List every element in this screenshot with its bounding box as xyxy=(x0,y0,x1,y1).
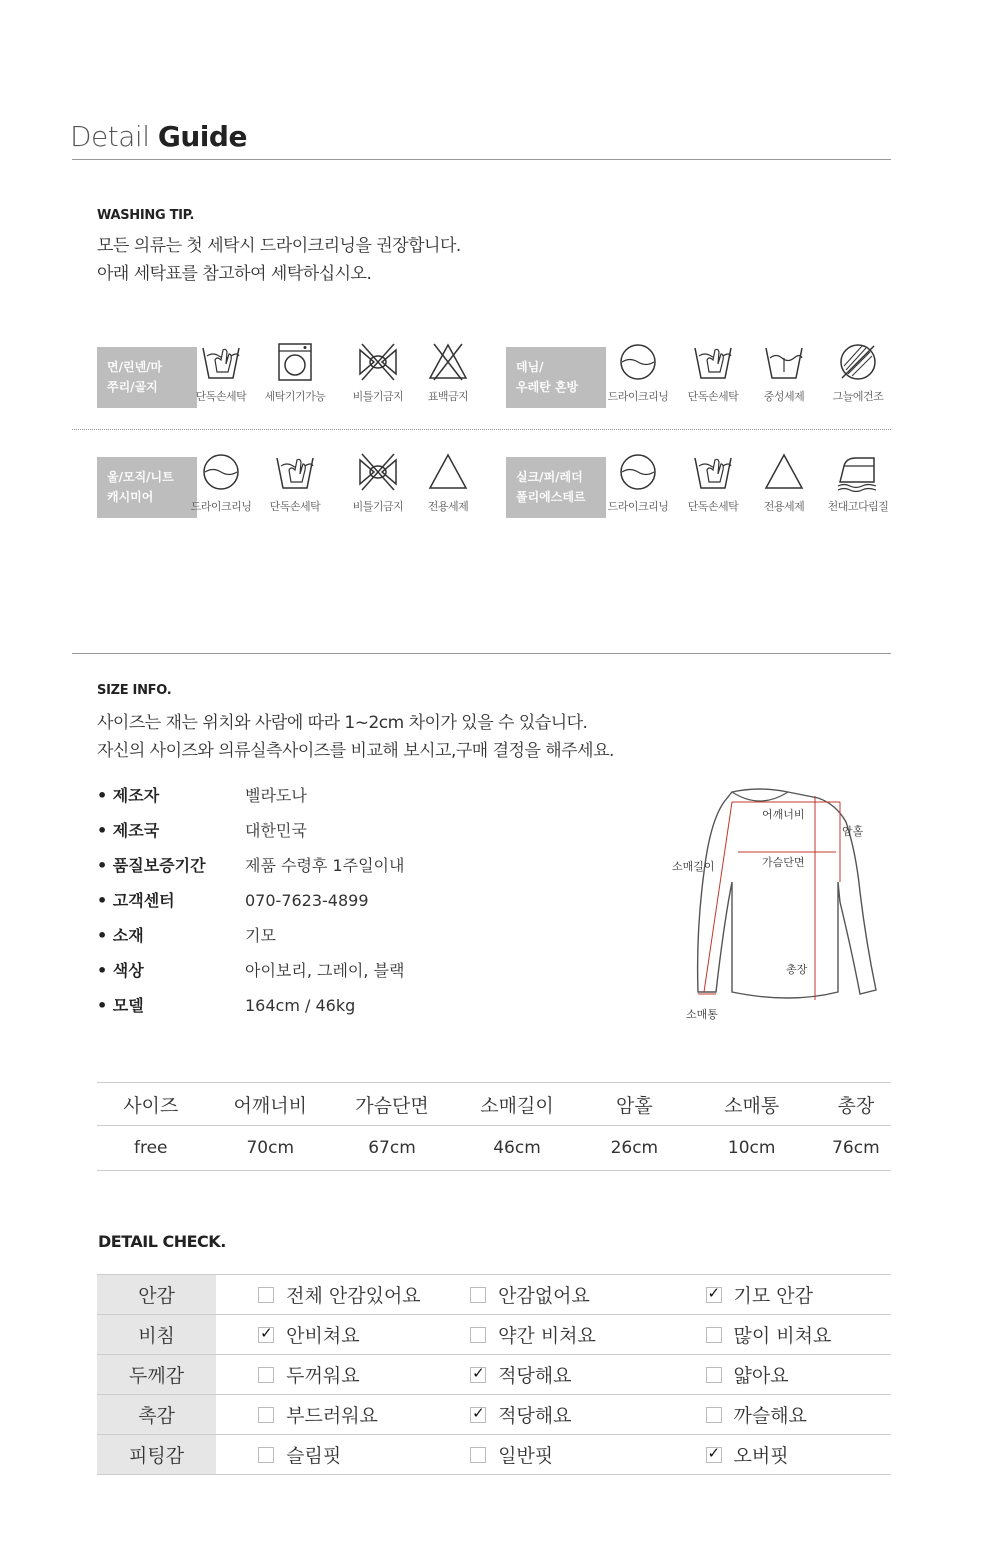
check-option[interactable] xyxy=(258,1441,341,1468)
fabric-line: 쭈리/골지 xyxy=(107,380,158,394)
checkbox[interactable] xyxy=(258,1287,274,1303)
size-table xyxy=(97,1082,891,1171)
check-option[interactable] xyxy=(706,1401,807,1428)
checkbox[interactable] xyxy=(258,1367,274,1383)
diagram-label-shoulder: 어깨너비 xyxy=(762,808,805,821)
check-row-transparency xyxy=(97,1315,891,1355)
size-header-cell: 소매통 xyxy=(683,1083,821,1126)
icon-caption: 단독손세탁 xyxy=(687,500,739,513)
size-header-cell: 암홀 xyxy=(586,1083,683,1126)
check-option[interactable] xyxy=(706,1361,789,1388)
icon-caption: 전용세제 xyxy=(427,500,469,513)
spec-key: • 품질보증기간 xyxy=(97,856,206,875)
hand-wash-icon xyxy=(673,452,753,514)
title-light: Detail xyxy=(70,120,150,153)
fabric-label-denim xyxy=(506,347,606,408)
hand-wash-icon xyxy=(255,452,335,514)
check-category: 촉감 xyxy=(97,1395,216,1435)
check-option[interactable] xyxy=(258,1361,359,1388)
option-label: 까슬해요 xyxy=(733,1405,807,1427)
icon-caption: 단독손세탁 xyxy=(269,500,321,513)
size-cell: 26cm xyxy=(586,1126,683,1171)
spec-value: 제품 수령후 1주일이내 xyxy=(245,856,405,875)
checkbox[interactable] xyxy=(470,1367,486,1383)
triangle-detergent-icon xyxy=(744,452,824,514)
option-label: 기모 안감 xyxy=(733,1285,813,1307)
hand-wash-icon xyxy=(181,342,261,404)
title-divider xyxy=(72,159,891,160)
option-label: 두꺼워요 xyxy=(286,1365,360,1387)
check-category: 피팅감 xyxy=(97,1435,216,1475)
icon-caption: 천대고다림질 xyxy=(827,500,889,513)
fabric-line: 데님/ xyxy=(516,360,544,374)
option-label: 안비쳐요 xyxy=(286,1325,360,1347)
size-cell: 46cm xyxy=(448,1126,586,1171)
washing-line-1: 모든 의류는 첫 세탁시 드라이크리닝을 권장합니다. xyxy=(97,236,461,256)
option-label: 부드러워요 xyxy=(286,1405,378,1427)
checkbox[interactable] xyxy=(706,1407,722,1423)
size-divider xyxy=(72,653,891,654)
dry-clean-icon xyxy=(598,342,678,404)
spec-key: • 소재 xyxy=(97,926,144,945)
neutral-detergent-icon xyxy=(744,342,824,404)
check-option[interactable] xyxy=(258,1281,421,1308)
icon-caption: 비틀기금지 xyxy=(352,500,404,513)
spec-key: • 색상 xyxy=(97,961,144,980)
dry-clean-icon xyxy=(181,452,261,514)
check-option[interactable] xyxy=(258,1401,378,1428)
option-label: 적당해요 xyxy=(498,1405,572,1427)
dry-clean-icon xyxy=(598,452,678,514)
shade-dry-icon xyxy=(818,342,898,404)
checkbox[interactable] xyxy=(258,1447,274,1463)
check-category: 안감 xyxy=(97,1275,216,1315)
hand-wash-icon xyxy=(673,342,753,404)
spec-value: 대한민국 xyxy=(245,821,307,840)
spec-value: 164cm / 46kg xyxy=(245,996,356,1015)
diagram-label-sleeve: 소매길이 xyxy=(672,860,715,873)
check-option[interactable] xyxy=(258,1321,359,1348)
page-title xyxy=(70,120,247,153)
no-wring-icon xyxy=(338,452,418,514)
checkbox[interactable] xyxy=(470,1287,486,1303)
icon-caption: 비틀기금지 xyxy=(352,390,404,403)
spec-value: 벨라도나 xyxy=(245,786,307,805)
size-line-2: 자신의 사이즈와 의류실측사이즈를 비교해 보시고,구매 결정을 해주세요. xyxy=(97,741,614,761)
checkbox[interactable] xyxy=(470,1447,486,1463)
checkbox[interactable] xyxy=(258,1327,274,1343)
check-row-lining xyxy=(97,1275,891,1315)
option-label: 오버핏 xyxy=(733,1445,789,1467)
check-option[interactable] xyxy=(706,1321,832,1348)
check-row-fit xyxy=(97,1435,891,1475)
check-option[interactable] xyxy=(470,1441,553,1468)
size-header-cell: 총장 xyxy=(821,1083,891,1126)
option-label: 약간 비쳐요 xyxy=(498,1325,596,1347)
size-cell: 70cm xyxy=(204,1126,336,1171)
washing-heading: WASHING TIP. xyxy=(97,208,195,223)
washing-machine-icon xyxy=(255,342,335,404)
size-cell: 67cm xyxy=(336,1126,448,1171)
size-header-cell: 소매길이 xyxy=(448,1083,586,1126)
size-heading: SIZE INFO. xyxy=(97,683,172,698)
checkbox[interactable] xyxy=(706,1367,722,1383)
check-option[interactable] xyxy=(470,1361,571,1388)
spec-value: 아이보리, 그레이, 블랙 xyxy=(245,961,405,980)
check-heading: DETAIL CHECK. xyxy=(98,1232,226,1251)
size-text xyxy=(97,709,614,765)
size-table-row xyxy=(97,1126,891,1171)
checkbox[interactable] xyxy=(258,1407,274,1423)
option-label: 얇아요 xyxy=(733,1365,789,1387)
size-cell: free xyxy=(97,1126,204,1171)
check-row-texture xyxy=(97,1395,891,1435)
title-bold: Guide xyxy=(157,120,247,153)
spec-key: • 모델 xyxy=(97,996,144,1015)
check-option[interactable] xyxy=(470,1321,596,1348)
fabric-line: 폴리에스테르 xyxy=(516,490,586,504)
checkbox[interactable] xyxy=(706,1327,722,1343)
spec-key: • 제조국 xyxy=(97,821,160,840)
check-option[interactable] xyxy=(470,1401,571,1428)
check-category: 비침 xyxy=(97,1315,216,1355)
option-label: 슬림핏 xyxy=(286,1445,342,1467)
washing-text xyxy=(97,232,461,288)
size-cell: 10cm xyxy=(683,1126,821,1171)
size-header-cell: 어깨너비 xyxy=(204,1083,336,1126)
icon-caption: 그늘에건조 xyxy=(832,390,884,403)
size-line-1: 사이즈는 재는 위치와 사람에 따라 1~2cm 차이가 있을 수 있습니다. xyxy=(97,713,588,733)
icon-caption: 드라이크리닝 xyxy=(607,500,669,513)
no-wring-icon xyxy=(338,342,418,404)
washing-line-2: 아래 세탁표를 참고하여 세탁하십시오. xyxy=(97,264,372,284)
diagram-label-cuff: 소매통 xyxy=(686,1008,718,1021)
spec-value: 기모 xyxy=(245,926,276,945)
option-label: 많이 비쳐요 xyxy=(733,1325,832,1347)
fabric-line: 실크/퍼/레더 xyxy=(516,470,583,484)
check-row-thickness xyxy=(97,1355,891,1395)
icon-caption: 단독손세탁 xyxy=(195,390,247,403)
checkbox[interactable] xyxy=(706,1287,722,1303)
diagram-label-armhole: 암홀 xyxy=(842,825,864,838)
spec-key: • 제조자 xyxy=(97,786,160,805)
checkbox[interactable] xyxy=(470,1327,486,1343)
size-header-cell: 사이즈 xyxy=(97,1083,204,1126)
check-category: 두께감 xyxy=(97,1355,216,1395)
spec-key: • 고객센터 xyxy=(97,891,175,910)
triangle-detergent-icon xyxy=(408,452,488,514)
icon-caption: 단독손세탁 xyxy=(687,390,739,403)
iron-cloth-icon xyxy=(818,452,898,514)
diagram-label-length: 총장 xyxy=(786,963,808,976)
icon-caption: 전용세제 xyxy=(763,500,805,513)
icon-caption: 표백금지 xyxy=(427,390,469,403)
checkbox[interactable] xyxy=(470,1407,486,1423)
fabric-line: 면/린넨/마 xyxy=(107,360,163,374)
option-label: 안감없어요 xyxy=(498,1285,590,1307)
size-table-header xyxy=(97,1083,891,1126)
icon-caption: 드라이크리닝 xyxy=(190,500,252,513)
garment-size-diagram xyxy=(670,782,890,1032)
option-label: 적당해요 xyxy=(498,1365,572,1387)
spec-value: 070-7623-4899 xyxy=(245,891,369,910)
icon-caption: 드라이크리닝 xyxy=(607,390,669,403)
check-option[interactable] xyxy=(470,1281,590,1308)
fabric-line: 울/모직/니트 xyxy=(107,470,174,484)
fabric-line: 캐시미어 xyxy=(107,490,154,504)
washing-divider xyxy=(72,429,891,430)
fabric-label-silk xyxy=(506,457,606,518)
icon-caption: 세탁기기가능 xyxy=(264,390,326,403)
detail-check-table xyxy=(97,1274,891,1475)
size-header-cell: 가슴단면 xyxy=(336,1083,448,1126)
option-label: 전체 안감있어요 xyxy=(286,1285,421,1307)
icon-caption: 중성세제 xyxy=(763,390,805,403)
no-bleach-icon xyxy=(408,342,488,404)
option-label: 일반핏 xyxy=(498,1445,554,1467)
fabric-line: 우레탄 혼방 xyxy=(516,380,579,394)
size-cell: 76cm xyxy=(821,1126,891,1171)
check-option[interactable] xyxy=(706,1441,789,1468)
diagram-label-chest: 가슴단면 xyxy=(762,856,805,869)
checkbox[interactable] xyxy=(706,1447,722,1463)
check-option[interactable] xyxy=(706,1281,813,1308)
